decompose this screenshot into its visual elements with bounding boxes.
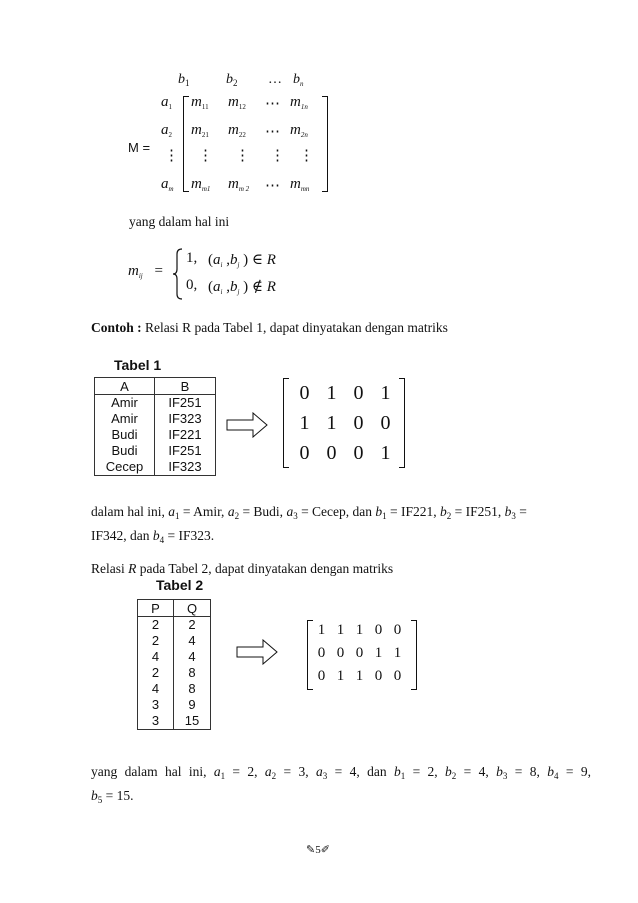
matrix1-right-bracket — [399, 378, 405, 468]
entry-cdots-4: ⋯ — [265, 178, 280, 194]
entry-mm2: $m_{m 2}$ — [228, 176, 250, 193]
arrow-right-icon — [236, 639, 278, 665]
table-row: Budi IF221 — [95, 427, 216, 443]
tabel1-title: Tabel 1 — [114, 357, 162, 373]
tabel1-header-a: A — [95, 378, 155, 395]
paragraph-1-line-2: IF342, dan $b_4 = IF323$. — [91, 528, 215, 545]
case1-value: 1, — [186, 250, 198, 266]
entry-cdots-1: ⋯ — [265, 96, 280, 112]
matrix1 — [283, 378, 407, 470]
mij-definition — [128, 246, 328, 302]
col-header-dots: … — [268, 72, 282, 87]
entry-mm1: $m_{m1}$ — [191, 176, 211, 193]
tabel2-header-p: P — [138, 600, 174, 617]
pencil-icon: ✐ — [320, 844, 330, 856]
table-row: 2 4 — [138, 633, 211, 649]
entry-vdots-1: ⋮ — [198, 148, 213, 164]
matrix2-row: 0 0 0 1 1 — [317, 645, 402, 661]
tabel2-header-q: Q — [174, 600, 211, 617]
row-label-vdots: ⋮ — [164, 148, 179, 164]
col-header-b1: $b_1$ — [178, 72, 190, 88]
table-row: Cecep IF323 — [95, 459, 216, 476]
entry-cdots-2: ⋯ — [265, 124, 280, 140]
matrix2-row: 0 1 1 0 0 — [317, 668, 402, 684]
entry-m12: $m_{12}$ — [228, 94, 246, 111]
col-header-b2: $b_2$ — [226, 72, 238, 88]
paragraph-1 — [91, 502, 591, 550]
paragraph-2 — [91, 762, 591, 810]
table-row: Amir IF323 — [95, 411, 216, 427]
table-row: 2 8 — [138, 665, 211, 681]
row-label-a1: $a_1$ — [161, 94, 172, 111]
table-row: Amir IF251 — [95, 395, 216, 411]
tabel2 — [137, 599, 211, 730]
case2-condition: ($a_i$ $,b_j$ ) ∉ R — [208, 279, 276, 296]
entry-mmn: $m_{mn}$ — [290, 176, 310, 193]
contoh-line — [91, 318, 448, 338]
paragraph-2-line-2: $b_5 = 15$. — [91, 788, 134, 805]
matrix-right-bracket — [322, 96, 328, 192]
curly-brace — [172, 248, 184, 300]
table-row: 3 9 — [138, 697, 211, 713]
matrix1-row: 0 0 0 1 — [299, 442, 391, 464]
table-row: 2 2 — [138, 617, 211, 633]
entry-m2n: $m_{2n}$ — [290, 122, 308, 139]
tabel1 — [94, 377, 216, 476]
paragraph-2-line-1: yang dalam hal ini, $a_1 = 2$, $a_2 = 3$, $a_3 = 4$, dan $b_1 = 2$, $b_2 = 4$, $b_3 = 8$, $b_4 = 9$, — [91, 764, 591, 781]
page-number-value: 5 — [315, 844, 321, 856]
case2-value: 0, — [186, 277, 198, 293]
matrix-lhs: M = — [128, 140, 151, 155]
relasi2-line: Relasi R pada Tabel 2, dapat dinyatakan dengan matriks — [91, 561, 394, 576]
case1-condition: ($a_i$ $,b_j$ ) ∈ R — [208, 252, 276, 269]
page-number — [306, 843, 330, 856]
contoh-text: Relasi R pada Tabel 1, dapat dinyatakan dengan matriks — [141, 320, 448, 335]
matrix1-left-bracket — [283, 378, 289, 468]
entry-m1n: $m_{1n}$ — [290, 94, 308, 111]
tabel1-header-b: B — [155, 378, 216, 395]
matrix1-row: 1 1 0 0 — [299, 412, 391, 434]
contoh-label: Contoh : — [91, 320, 142, 335]
entry-vdots-2: ⋮ — [235, 148, 250, 164]
table-row: 3 15 — [138, 713, 211, 730]
matrix1-row: 0 1 0 1 — [299, 382, 391, 404]
matrix2 — [307, 620, 419, 692]
table-row: Budi IF251 — [95, 443, 216, 459]
table-row: 4 8 — [138, 681, 211, 697]
row-label-am: $a_m$ — [161, 176, 174, 193]
paragraph-1-line-1: dalam hal ini, $a_1$ = Amir, $a_2$ = Budi, $a_3$ = Cecep, dan $b_1 = IF221$, $b_2 = IF251$, $b_3$ = — [91, 504, 527, 521]
matrix-left-bracket — [183, 96, 189, 192]
arrow-right-icon — [226, 412, 268, 438]
matrix2-row: 1 1 1 0 0 — [317, 622, 402, 638]
pencil-icon: ✎ — [306, 844, 316, 856]
tabel2-title: Tabel 2 — [156, 577, 204, 593]
col-header-bn: $b_n$ — [293, 72, 304, 88]
mij-lhs: $m_{ij}$ = — [128, 263, 163, 280]
row-label-a2: $a_2$ — [161, 122, 172, 139]
table-row: 4 4 — [138, 649, 211, 665]
entry-vdots-3: ⋮ — [270, 148, 285, 164]
yang-dalam-text: yang dalam hal ini — [129, 214, 230, 229]
entry-vdots-4: ⋮ — [299, 148, 314, 164]
matrix2-right-bracket — [411, 620, 417, 690]
entry-m21: $m_{21}$ — [191, 122, 209, 139]
matrix-definition — [128, 72, 358, 202]
entry-m11: $m_{11}$ — [191, 94, 209, 111]
entry-m22: $m_{22}$ — [228, 122, 246, 139]
